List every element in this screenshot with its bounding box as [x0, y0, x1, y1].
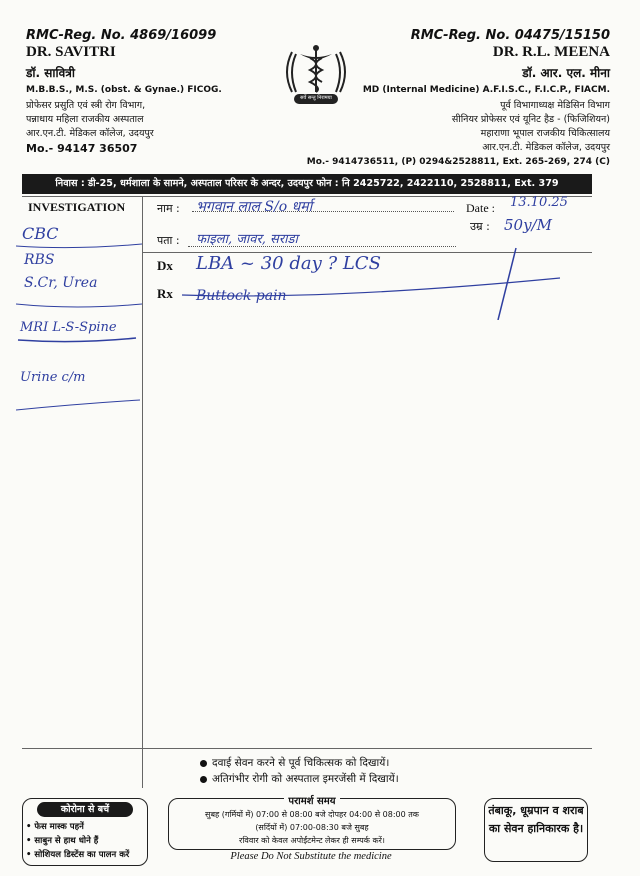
right-line-2: सीनियर प्रोफेसर एवं यूनिट हैड - (फिजिशियन) — [451, 114, 610, 125]
pen-strokes — [180, 240, 600, 320]
investigation-item: RBS — [24, 252, 55, 268]
tobacco-warning: तंबाकू, धूम्रपान व शराब का सेवन हानिकारक है। — [484, 798, 588, 862]
name-label: नाम : — [157, 202, 180, 215]
right-reg-no: RMC-Reg. No. 04475/15150 — [410, 28, 610, 43]
date-value: 13.10.25 — [510, 195, 568, 210]
corona-title: कोरोना से बचें — [37, 802, 133, 817]
prescription: Buttock pain — [196, 288, 287, 304]
investigation-item: Urine c/m — [20, 370, 86, 385]
right-line-3: महाराणा भूपाल राजकीय चिकित्सालय — [480, 128, 610, 139]
age-label: उम्र : — [470, 220, 490, 233]
investigation-item: S.Cr, Urea — [24, 275, 98, 291]
investigation-item: MRI L-S-Spine — [20, 320, 117, 335]
left-doctor-name: DR. SAVITRI — [26, 44, 116, 60]
corona-item: • फेस मास्क पहनें — [26, 822, 84, 832]
timing-line-1: सुबह (गर्मियों में) 07:00 से 08:00 बजे दोपहर 04:00 से 08:00 तक — [205, 810, 419, 819]
investigation-item: CBC — [22, 224, 59, 243]
left-degrees: M.B.B.S., M.S. (obst. & Gynae.) FICOG. — [26, 85, 222, 95]
date-label: Date : — [466, 201, 495, 215]
timing-title: परामर्श समय — [169, 793, 455, 807]
left-mobile: Mo.- 94147 36507 — [26, 142, 138, 155]
investigation-underlines — [16, 240, 146, 420]
address-bar: निवास : डी-25, धर्मशाला के सामने, अस्पताल परिसर के अन्दर, उदयपुर फोन : नि 2425722, 2422110, 2528811, Ext. 379 — [22, 174, 592, 194]
corona-item: • साबुन से हाथ धोने हैं — [26, 836, 99, 846]
timing-line-2: (सर्दियों में) 07:00-08:30 बजे सुबह — [255, 823, 369, 832]
left-line-2: पन्नाधाय महिला राजकीय अस्पताल — [26, 114, 144, 125]
patient-address: फाइला, जावर, सराडा — [196, 232, 298, 247]
address-label: पता : — [157, 234, 180, 247]
age-value: 50y/M — [504, 216, 552, 234]
left-doctor-name-hindi: डॉ. सावित्री — [26, 66, 75, 80]
footer-note-1: दवाई सेवन करने से पूर्व चिकित्सक को दिखायें। — [200, 756, 389, 770]
corona-item: • सोशियल डिस्टेंस का पालन करें — [26, 850, 130, 860]
diagnosis: LBA ~ 30 day ? LCS — [196, 253, 381, 274]
patient-name: भगवान लाल S/o धर्मा — [196, 199, 313, 215]
left-line-1: प्रोफेसर प्रसुति एवं स्त्री रोग विभाग, — [26, 100, 146, 111]
right-degrees: MD (Internal Medicine) A.F.I.S.C., F.I.C.P., FIACM. — [362, 85, 610, 95]
right-line-4: आर.एन.टी. मेडिकल कॉलेज, उदयपुर — [482, 142, 610, 153]
logo-motto: सर्वे सन्तु निरामया — [300, 95, 332, 101]
right-doctor-name: DR. R.L. MEENA — [492, 44, 610, 60]
left-line-3: आर.एन.टी. मेडिकल कॉलेज, उदयपुर — [26, 128, 154, 139]
substitute-note: Please Do Not Substitute the medicine — [230, 851, 392, 862]
right-line-1: पूर्व विभागाध्यक्ष मेडिसिन विभाग — [500, 100, 610, 111]
footer-note-2: अतिगंभीर रोगी को अस्पताल इमरजेंसी में दिखायें। — [200, 772, 399, 786]
right-doctor-name-hindi: डॉ. आर. एल. मीना — [522, 66, 610, 80]
dx-symbol: Dx — [157, 258, 173, 273]
right-mobile: Mo.- 9414736511, (P) 0294&2528811, Ext. 265-269, 274 (C) — [306, 157, 610, 167]
left-reg-no: RMC-Reg. No. 4869/16099 — [26, 28, 217, 43]
timing-line-3: रविवार को केवल अपोईंटमेन्ट लेकर ही सम्पर्क करें। — [239, 836, 385, 845]
timing-box — [168, 798, 456, 850]
rx-symbol: Rx — [157, 286, 173, 301]
corona-box — [22, 798, 148, 866]
investigation-label: INVESTIGATION — [28, 200, 126, 214]
footer-divider — [22, 748, 592, 749]
